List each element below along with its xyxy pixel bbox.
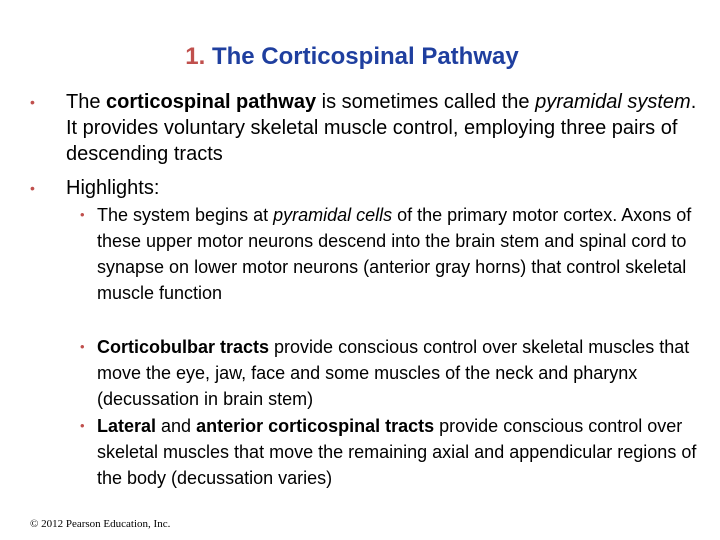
text-run: of the primary motor cortex. Axons of these upper motor neurons descend into the brain stem and spinal cord to synapse on lower motor neurons (anterior gray horns) that control skeletal muscle function <box>97 205 692 303</box>
term-bold: anterior corticospinal tracts <box>196 416 435 436</box>
sub-bullet-text <box>97 413 700 491</box>
title-number: 1. <box>185 43 206 70</box>
text-run: and <box>156 416 197 436</box>
term-bold: Lateral <box>97 416 157 436</box>
text-run: The <box>66 91 107 113</box>
sub-bullet-marker-icon: • <box>80 207 85 222</box>
text-run: provide conscious control over skeletal muscles that move the remaining axial and appendicular regions of the body (decussation varies) <box>97 416 697 488</box>
term-bold: Corticobulbar tracts <box>97 337 270 357</box>
term-bold: corticospinal pathway <box>106 91 317 113</box>
text-run: The system begins at <box>97 205 274 225</box>
term-italic: pyramidal system <box>535 91 691 113</box>
title-text: The Corticospinal Pathway <box>211 43 519 70</box>
sub-bullet-text <box>97 202 700 306</box>
sub-bullet-marker-icon: • <box>80 339 85 354</box>
text-run: is sometimes called the <box>316 91 536 113</box>
bullet-item <box>30 175 700 201</box>
copyright-footer: © 2012 Pearson Education, Inc. <box>30 518 171 530</box>
term-italic: pyramidal cells <box>273 205 393 225</box>
bullet-marker-icon: • <box>30 94 35 110</box>
sub-bullet-marker-icon: • <box>80 418 85 433</box>
bullet-item <box>30 89 700 167</box>
bullet-text <box>66 89 700 167</box>
bullet-marker-icon: • <box>30 180 35 196</box>
text-run: provide conscious control over skeletal muscles that move the eye, jaw, face and some muscles of the neck and pharynx (decussation in brain stem) <box>97 337 690 409</box>
bullet-text: Highlights: <box>66 177 160 199</box>
sub-bullet-item <box>80 413 700 491</box>
sub-bullet-item <box>80 202 700 306</box>
sub-bullet-text <box>97 334 700 412</box>
slide-title <box>0 42 704 72</box>
sub-bullet-item <box>80 334 700 412</box>
text-run: . It provides voluntary skeletal muscle control, employing three pairs of descending tracts <box>66 91 697 165</box>
